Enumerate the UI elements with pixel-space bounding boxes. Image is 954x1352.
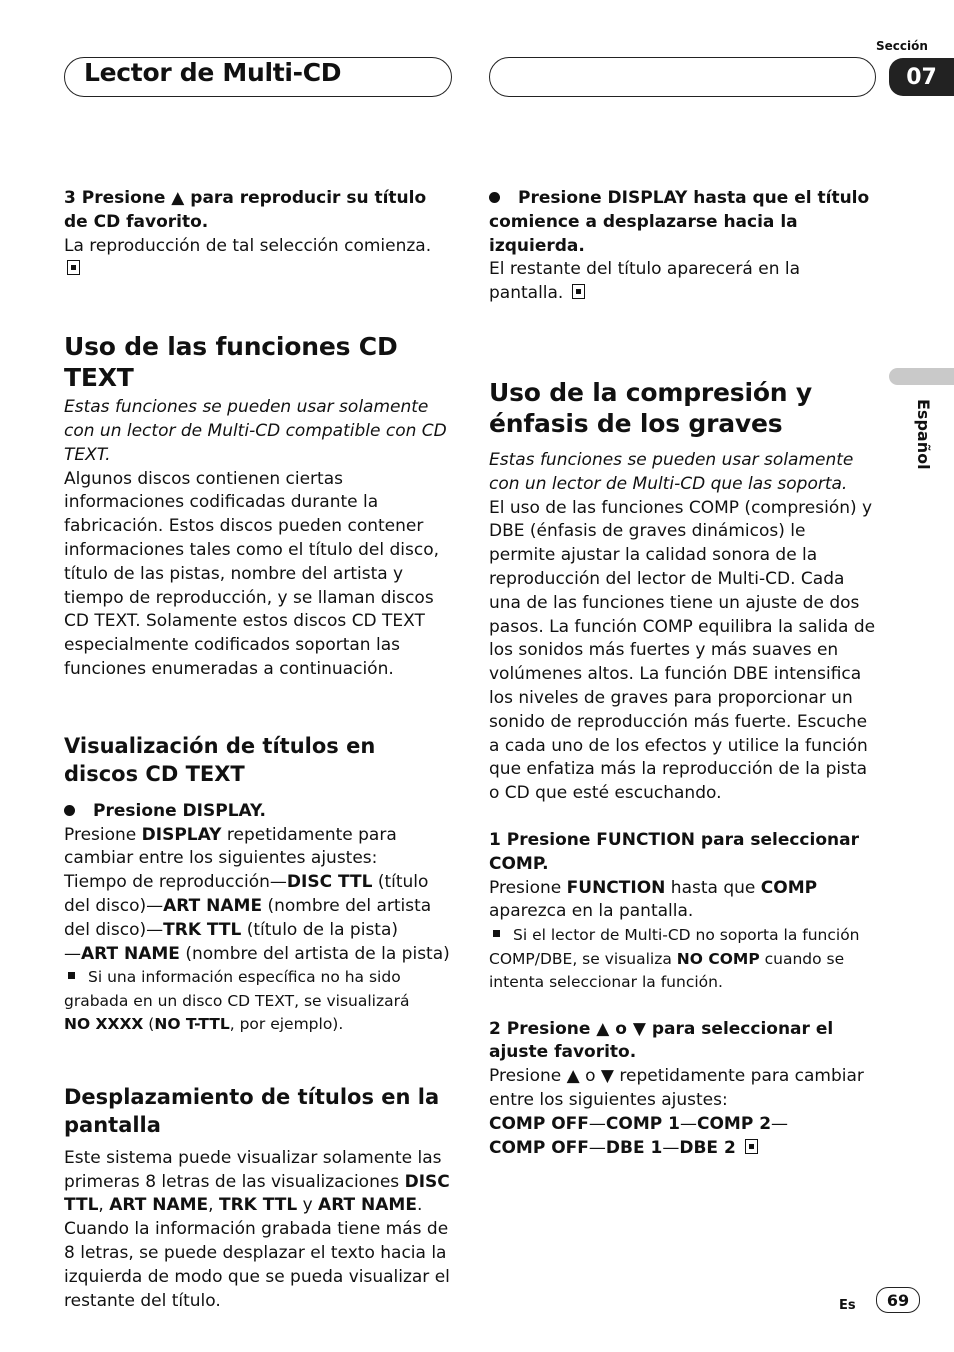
vis-bullet: Presione DISPLAY. [64, 800, 452, 824]
vis-heading: Visualización de títulos en discos CD TEXT [64, 733, 376, 786]
step3-body: La reproducción de tal selección comienza. [64, 235, 452, 283]
vis-settings: Tiempo de reproducción—DISC TTL (título del disco)—ART NAME (nombre del artista del disco)—TRK TTL (título de la pista) —ART NAME (nombre del artista de la pista) [64, 872, 450, 964]
display-body: El restante del título aparecerá en la pantalla. [489, 259, 801, 304]
bullet-icon [64, 805, 75, 816]
left-column [64, 187, 452, 1313]
note-icon [68, 972, 75, 979]
bullet-icon [489, 192, 500, 203]
stop-icon [572, 284, 585, 299]
step1-note: Si el lector de Multi-CD no soporta la función COMP/DBE, se visualiza NO COMP cuando se intenta seleccionar la función. [489, 926, 860, 992]
language-code: Es [839, 1298, 856, 1313]
comp-body: El uso de las funciones COMP (compresión) y DBE (énfasis de graves dinámicos) le permite ajustar la calidad sonora de la reproducción del lector de Multi-CD. Cada una de las funciones tiene un ajuste de dos pasos. La función COMP equilibra la salida de los sonidos más fuertes y más suaves en volúmenes altos. La función DBE intensifica los niveles de graves para proporcionar un sonido de reproducción más fuerte. Escuche a cada uno de los efectos y utilice la función que enfatiza más la reproducción de la pista o CD que esté escuchando. [489, 497, 876, 804]
comp-note: Estas funciones se pueden usar solamente con un lector de Multi-CD que las soporta. [489, 449, 854, 494]
cdtext-note: Estas funciones se pueden usar solamente con un lector de Multi-CD compatible con CD TEXT. [64, 397, 447, 465]
comp-heading: Uso de la compresión y énfasis de los graves [489, 377, 813, 438]
header-empty-frame [489, 57, 876, 97]
step2-title: 2 Presione ▲ o ▼ para seleccionar el ajuste favorito. [489, 1018, 834, 1063]
cdtext-body: Algunos discos contienen ciertas informaciones codificadas durante la fabricación. Estos discos pueden contener informaciones tales como el título del disco, título de las pistas, nombre del artista y tiempo de reproducción, y se llaman discos CD TEXT. Solamente estos discos CD TEXT especialmente codificados soportan las funciones enumeradas a continuación. [64, 468, 439, 679]
vis-note: Si una información específica no ha sido grabada en un disco CD TEXT, se visualizará NO XXXX (NO T-TTL, por ejemplo). [64, 968, 410, 1034]
stop-icon [745, 1139, 758, 1154]
header-title: Lector de Multi-CD [84, 58, 342, 87]
stop-icon [67, 260, 80, 275]
language-label: Español [914, 399, 933, 470]
scroll-body: Este sistema puede visualizar solamente las primeras 8 letras de las visualizaciones DISC TTL, ART NAME, TRK TTL y ART NAME. Cuando la información grabada tiene más de 8 letras, se puede desplazar el texto hacia la izquierda de modo que se pueda visualizar el restante del título. [64, 1147, 450, 1311]
step2-body: Presione ▲ o ▼ repetidamente para cambiar entre los siguientes ajustes: [489, 1066, 864, 1111]
note-icon [493, 930, 500, 937]
right-column [489, 187, 877, 1160]
step1-title: 1 Presione FUNCTION para seleccionar COMP. [489, 829, 859, 874]
section-number: 07 [889, 58, 954, 96]
section-label: Sección [876, 39, 928, 53]
language-tab [889, 368, 954, 385]
scroll-heading: Desplazamiento de títulos en la pantalla [64, 1084, 440, 1137]
display-bullet: Presione DISPLAY hasta que el título comience a desplazarse hacia la izquierda. [489, 188, 870, 256]
step3-title: 3 Presione ▲ para reproducir su título de CD favorito. [64, 188, 427, 232]
step1-body: Presione FUNCTION hasta que COMP aparezca en la pantalla. [489, 877, 818, 922]
step2-settings: COMP OFF—COMP 1—COMP 2— COMP OFF—DBE 1—DBE 2 [489, 1113, 789, 1158]
vis-body: Presione DISPLAY repetidamente para cambiar entre los siguientes ajustes: [64, 824, 397, 869]
page-number: 69 [876, 1287, 920, 1313]
cdtext-heading: Uso de las funciones CD TEXT [64, 332, 398, 393]
